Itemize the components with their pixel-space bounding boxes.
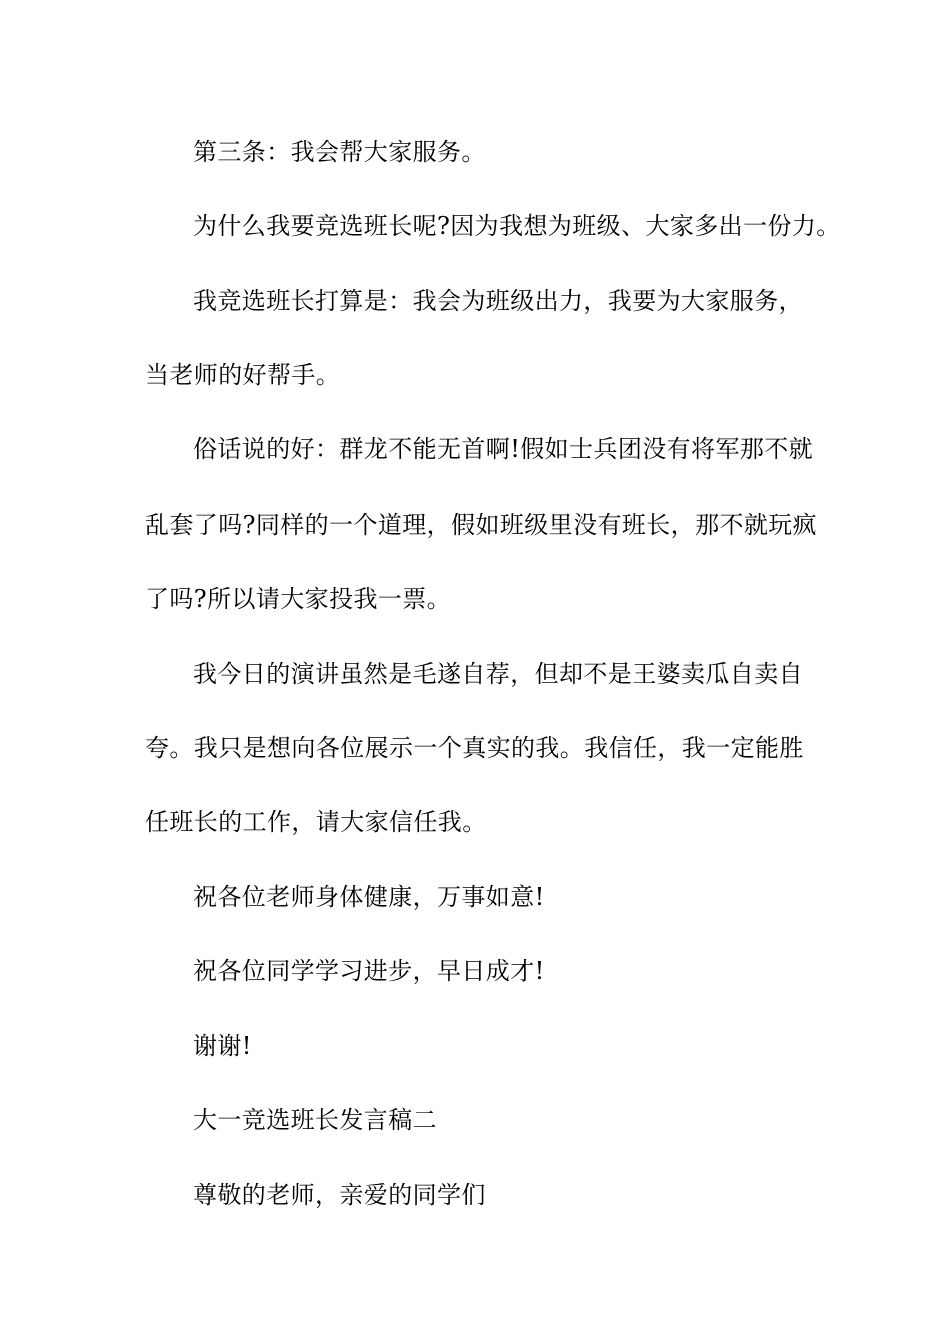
paragraph-line: 为什么我要竞选班长呢?因为我想为班级、大家多出一份力。 bbox=[193, 212, 841, 240]
paragraph-line: 乱套了吗?同样的一个道理，假如班级里没有班长，那不就玩疯 bbox=[145, 511, 818, 539]
paragraph-line: 了吗?所以请大家投我一票。 bbox=[145, 585, 452, 613]
paragraph-line: 我竞选班长打算是：我会为班级出力，我要为大家服务， bbox=[193, 287, 803, 315]
paragraph-line: 夸。我只是想向各位展示一个真实的我。我信任，我一定能胜 bbox=[145, 734, 804, 762]
paragraph-line: 任班长的工作，请大家信任我。 bbox=[145, 808, 487, 836]
paragraph-line: 第三条：我会帮大家服务。 bbox=[193, 138, 486, 166]
paragraph-line: 当老师的好帮手。 bbox=[145, 361, 341, 389]
paragraph-line: 祝各位老师身体健康，万事如意! bbox=[193, 883, 545, 911]
paragraph-line: 谢谢! bbox=[193, 1032, 252, 1060]
salutation-line: 尊敬的老师，亲爱的同学们 bbox=[193, 1181, 486, 1209]
paragraph-line: 祝各位同学学习进步，早日成才! bbox=[193, 957, 545, 985]
paragraph-line: 我今日的演讲虽然是毛遂自荐，但却不是王婆卖瓜自卖自 bbox=[193, 660, 803, 688]
section-heading: 大一竞选班长发言稿二 bbox=[193, 1106, 437, 1134]
paragraph-line: 俗话说的好：群龙不能无首啊!假如士兵团没有将军那不就 bbox=[193, 435, 814, 463]
